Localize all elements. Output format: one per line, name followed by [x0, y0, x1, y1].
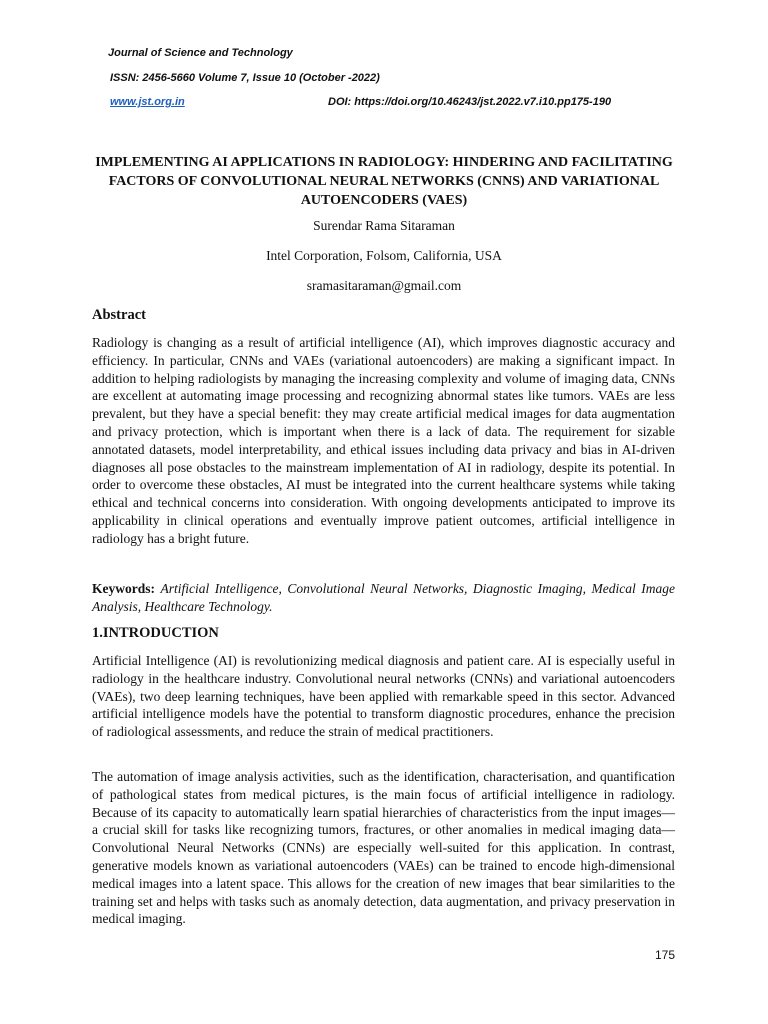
introduction-paragraph-1: Artificial Intelligence (AI) is revolutionizing medical diagnosis and patient care. AI is especially useful in radiology in the healthcare industry. Convolutional neural networks (CNNs) and variational autoencoders (VAEs), two deep learning techniques, have been applied with remarkable speed in this sector. Advanced artificial intelligence models have the potential to transform diagnostic procedures, enhance the precision of radiological assessments, and reduce the strain of medical practitioners.: [92, 653, 675, 740]
keywords-label: Keywords:: [92, 581, 155, 596]
author-email: sramasitaraman@gmail.com: [306, 278, 462, 293]
introduction-heading: 1.INTRODUCTION: [92, 625, 219, 641]
introduction-paragraph-2: The automation of image analysis activities, such as the identification, characterisation, and quantification of pathological states from medical pictures, is the main focus of artificial intelligence in radiology. Because of its capacity to automatically learn spatial hierarchies of characteristics from the input images—a crucial skill for tasks like recognizing tumors, fractures, or other anomalies in medical imaging data—Convolutional Neural Networks (CNNs) are especially well-suited for this application. In contrast, generative models known as variational autoencoders (VAEs) can be trained to encode high-dimensional medical images into a latent space. This allows for the creation of new images that bear similarities to the training set and helps with tasks such as anomaly detection, data augmentation, and privacy preservation in medical imaging.: [92, 769, 675, 927]
issn-line: ISSN: 2456-5660 Volume 7, Issue 10 (October -2022): [110, 72, 380, 84]
author-affiliation: Intel Corporation, Folsom, California, USA: [266, 248, 502, 263]
abstract-text: Radiology is changing as a result of artificial intelligence (AI), which improves diagnostic accuracy and efficiency. In particular, CNNs and VAEs (variational autoencoders) are making a significant impact. In addition to helping radiologists by managing the increasing complexity and volume of imaging data, CNNs are excellent at automating image processing and recognizing abnormal states like tumors. VAEs are less prevalent, but they have a special benefit: they may create artificial medical images for data augmentation and privacy protection, which is important when there is a lack of data. The requirement for sizable annotated datasets, model interpretability, and ethical issues including data privacy and bias in AI-driven diagnoses all pose obstacles to the mainstream implementation of AI in radiology, despite its potential. In order to overcome these obstacles, AI must be integrated into the current healthcare systems while taking ethical and technical concerns into consideration. With ongoing developments anticipated to improve its applicability in clinical operations and eventually improve patient outcomes, artificial intelligence in radiology has a bright future.: [92, 335, 675, 546]
page-number: 175: [654, 948, 675, 962]
author-name: Surendar Rama Sitaraman: [313, 218, 455, 233]
doi-line: DOI: https://doi.org/10.46243/jst.2022.v7.i10.pp175-190: [328, 96, 612, 108]
journal-name: Journal of Science and Technology: [108, 47, 293, 59]
keywords-block: [92, 580, 675, 616]
keywords-text: Artificial Intelligence, Convolutional Neural Networks, Diagnostic Imaging, Medical Image Analysis, Healthcare Technology.: [92, 581, 675, 614]
paper-title: IMPLEMENTING AI APPLICATIONS IN RADIOLOGY: HINDERING AND FACILITATING FACTORS OF CONVOLUTIONAL NEURAL NETWORKS (CNNS) AND VARIATIONAL AUTOENCODERS (VAES): [95, 155, 673, 208]
abstract-heading: Abstract: [92, 307, 146, 323]
journal-website-link[interactable]: www.jst.org.in: [110, 96, 185, 108]
